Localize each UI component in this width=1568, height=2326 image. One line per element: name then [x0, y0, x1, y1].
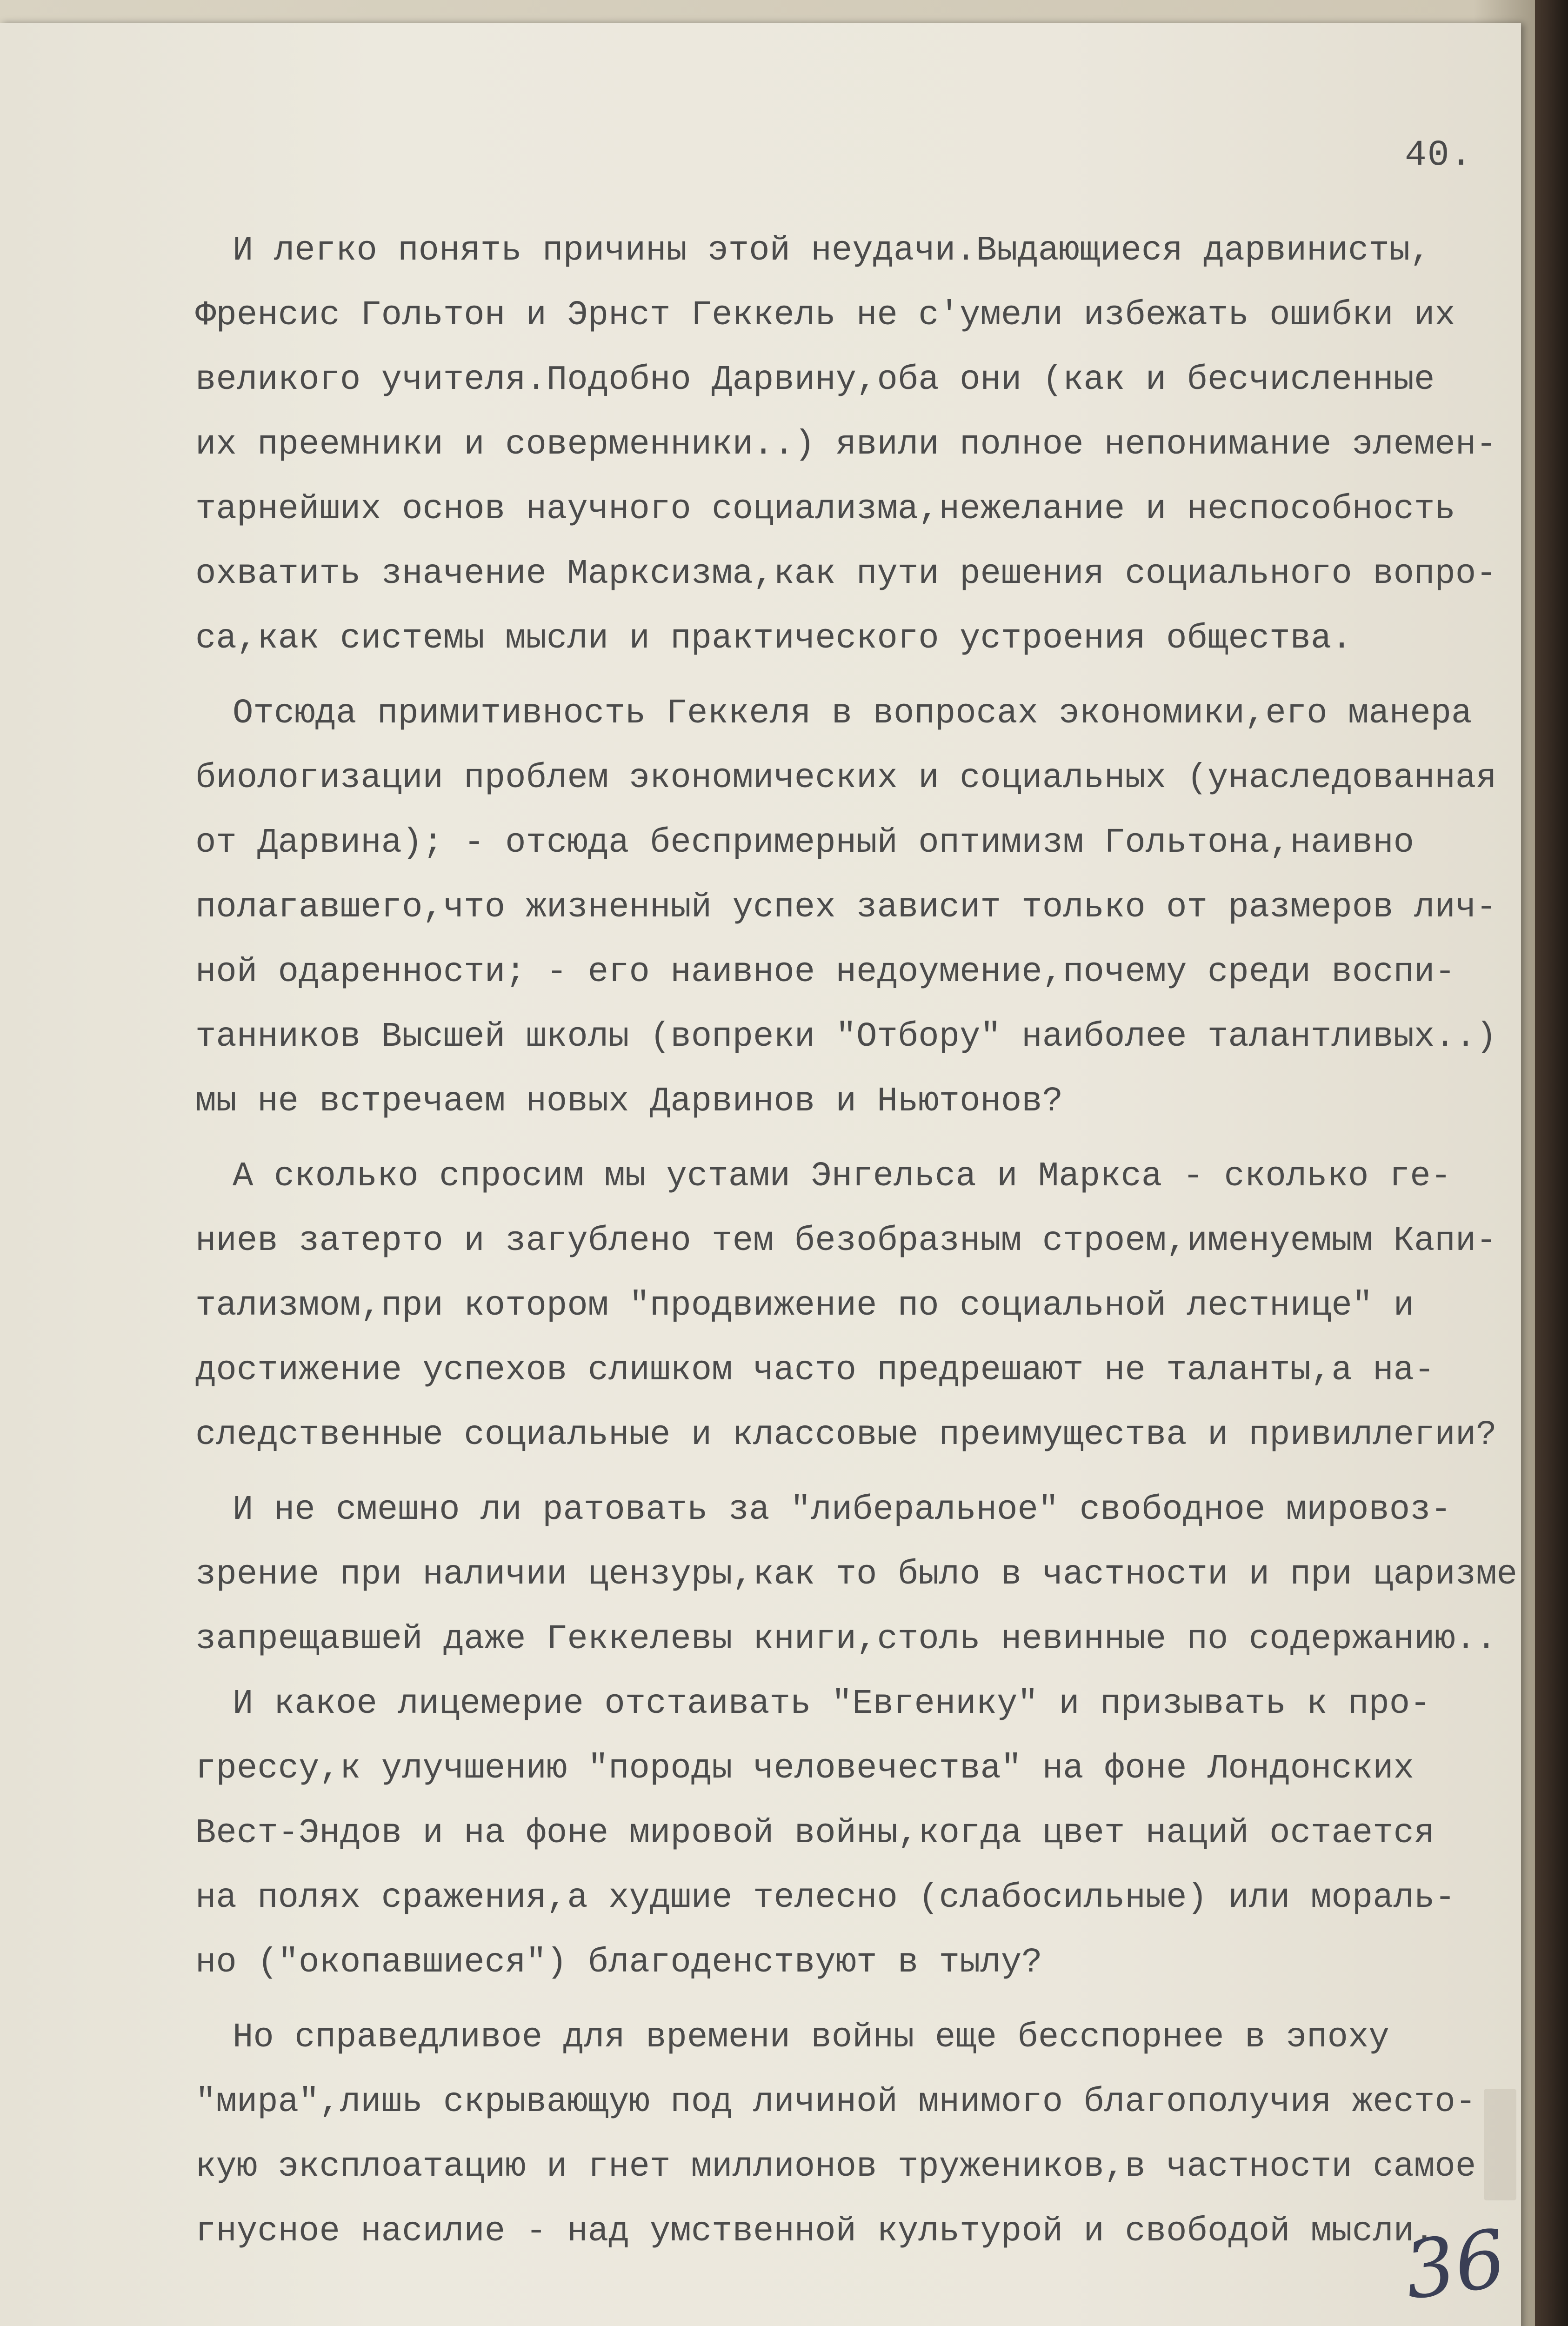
- text-line: Вест-Эндов и на фоне мировой войны,когда цвет наций остается: [195, 1814, 1435, 1853]
- text-line: кую эксплоатацию и гнет миллионов тружеников,в частности самое: [195, 2147, 1476, 2186]
- text-line: полагавшего,что жизненный успех зависит только от размеров лич-: [195, 888, 1497, 927]
- text-line: гнусное насилие - над умственной культурой и свободой мысли.: [195, 2212, 1435, 2251]
- text-line: са,как системы мысли и практического устроения общества.: [195, 619, 1352, 658]
- text-line: ниев затерто и загублено тем безобразным строем,именуемым Капи-: [195, 1222, 1497, 1261]
- text-line: Но справедливое для времени войны еще бесспорнее в эпоху: [233, 2018, 1389, 2057]
- text-line: от Дарвина); - отсюда беспримерный оптимизм Гольтона,наивно: [195, 823, 1415, 862]
- text-line: их преемники и соверменники..) явили полное непонимание элемен-: [195, 425, 1497, 464]
- text-line: И легко понять причины этой неудачи.Выдающиеся дарвинисты,: [233, 231, 1431, 270]
- text-line: зрение при наличии цензуры,как то было в частности и при царизме: [195, 1555, 1518, 1594]
- text-line: но ("окопавшиеся") благоденствуют в тылу?: [195, 1943, 1042, 1982]
- text-line: следственные социальные и классовые преимущества и привиллегии?: [195, 1416, 1497, 1455]
- text-line: тализмом,при котором "продвижение по социальной лестнице" и: [195, 1286, 1415, 1325]
- text-line: грессу,к улучшению "породы человечества" на фоне Лондонских: [195, 1749, 1415, 1788]
- text-line: ной одаренности; - его наивное недоумение,почему среди воспи-: [195, 953, 1455, 992]
- text-line: Отсюда примитивность Геккеля в вопросах экономики,его манера: [233, 694, 1472, 733]
- page-text: [195, 219, 1521, 2264]
- text-line: танников Высшей школы (вопреки "Отбору" наиболее талантливых..): [195, 1017, 1497, 1056]
- text-line: А сколько спросим мы устами Энгельса и Маркса - сколько ге-: [233, 1157, 1452, 1196]
- text-line: на полях сражения,а худшие телесно (слабосильные) или мораль-: [195, 1878, 1455, 1918]
- text-line: великого учителя.Подобно Дарвину,оба они (как и бесчисленные: [195, 361, 1435, 400]
- text-line: Френсис Гольтон и Эрнст Геккель не с'умели избежать ошибки их: [195, 296, 1455, 335]
- typewritten-page: [0, 23, 1521, 2326]
- text-line: мы не встречаем новых Дарвинов и Ньютонов?: [195, 1082, 1063, 1121]
- handwritten-folio-number: 36: [1399, 2212, 1512, 2318]
- faded-stamp-mark: [1484, 2089, 1516, 2200]
- text-line: биологизации проблем экономических и социальных (унаследованная: [195, 759, 1497, 798]
- text-line: "мира",лишь скрывающую под личиной мнимого благополучия жесто-: [195, 2083, 1476, 2122]
- text-line: И какое лицемерие отстаивать "Евгенику" и призывать к про-: [233, 1684, 1431, 1724]
- text-line: запрещавшей даже Геккелевы книги,столь невинные по содержанию..: [195, 1620, 1497, 1659]
- text-line: достижение успехов слишком часто предрешают не таланты,а на-: [195, 1351, 1435, 1390]
- text-line: охватить значение Марксизма,как пути решения социального вопро-: [195, 555, 1497, 594]
- text-line: тарнейших основ научного социализма,нежелание и неспособность: [195, 490, 1455, 529]
- text-line: И не смешно ли ратовать за "либеральное" свободное мировоз-: [233, 1491, 1452, 1530]
- page-number: 40.: [1405, 135, 1473, 176]
